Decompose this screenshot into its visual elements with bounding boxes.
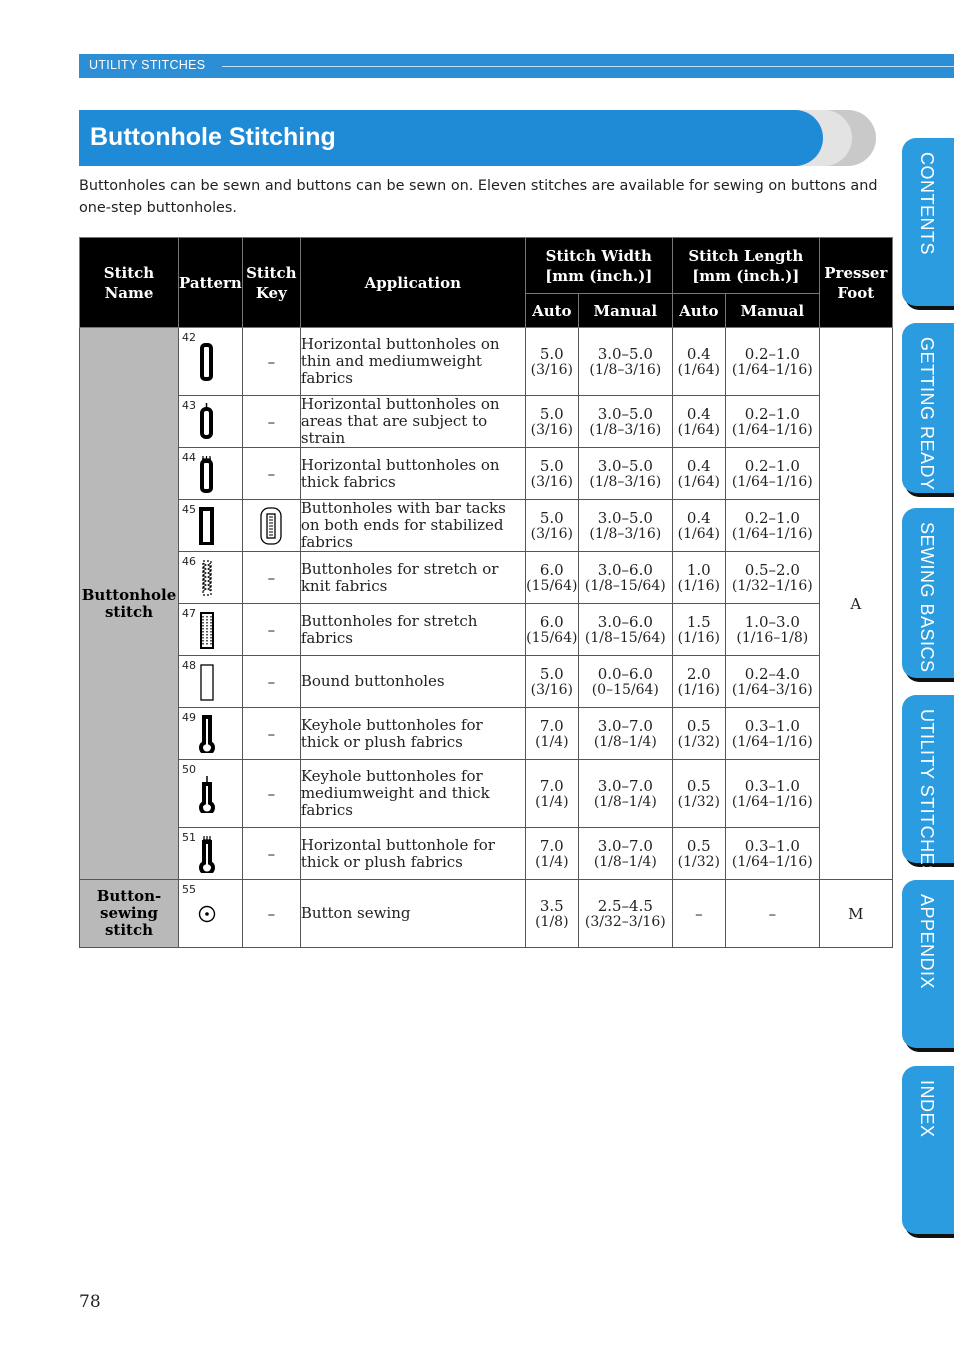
value-inch: (1/32) (677, 733, 720, 750)
stitch-key-cell: – (242, 708, 300, 760)
value-inch: (1/16) (677, 681, 720, 698)
value-cell-la (672, 396, 725, 448)
stitch-table (79, 237, 893, 948)
table-row (80, 880, 893, 948)
pattern-51-icon (198, 835, 216, 873)
group-button-sewing-stitch: Button-sewing stitch (80, 880, 179, 948)
application-cell: Keyhole buttonholes for mediumweight and thick fabrics (300, 760, 525, 828)
pattern-45-icon (198, 507, 216, 545)
header-presser-foot: Presser Foot (819, 238, 892, 328)
header-pattern: Pattern (179, 238, 243, 328)
value-inch: (1/64) (677, 473, 720, 490)
header-width-manual: Manual (578, 294, 672, 328)
value-inch: (3/16) (530, 473, 573, 490)
value-primary: 2.0 (686, 664, 711, 683)
value-inch: (1/64–1/16) (731, 421, 813, 438)
value-inch: (1/8–1/4) (593, 793, 657, 810)
value-inch: (1/32) (677, 793, 720, 810)
value-cell-wm (578, 828, 672, 880)
value-cell-la (672, 656, 725, 708)
value-inch: (1/16) (677, 629, 720, 646)
pattern-46-icon (198, 559, 216, 597)
pattern-47-icon (198, 611, 216, 649)
pattern-55-icon (198, 895, 216, 933)
tab-label: UTILITY STITCHES (917, 709, 937, 878)
stitch-key-cell: – (242, 760, 300, 828)
application-cell: Buttonholes with bar tacks on both ends for stabilized fabrics (300, 500, 525, 552)
value-cell-wm (578, 760, 672, 828)
page-number: 78 (79, 1292, 101, 1312)
value-primary: 1.0–3.0 (744, 612, 800, 631)
value-cell-lm (725, 604, 819, 656)
table-row (80, 552, 893, 604)
value-inch: (3/16) (530, 681, 573, 698)
value-cell-wa (525, 604, 578, 656)
value-primary: 0.0–6.0 (597, 664, 653, 683)
application-cell: Buttonholes for stretch fabrics (300, 604, 525, 656)
pattern-number: 49 (182, 711, 196, 724)
tab-index[interactable] (902, 1066, 954, 1234)
tab-getting-ready[interactable] (902, 323, 954, 493)
pattern-number: 43 (182, 399, 196, 412)
value-cell-wm (578, 448, 672, 500)
value-cell-lm (725, 880, 819, 948)
pattern-number: 46 (182, 555, 196, 568)
value-cell-wa (525, 656, 578, 708)
value-primary: 1.0 (686, 560, 711, 579)
table-row (80, 760, 893, 828)
value-primary: 0.4 (686, 344, 711, 363)
value-inch: (1/8–3/16) (589, 361, 662, 378)
pattern-cell (179, 828, 243, 880)
value-cell-wa (525, 448, 578, 500)
header-width-auto: Auto (525, 294, 578, 328)
value-inch: (3/16) (530, 421, 573, 438)
application-cell: Horizontal buttonholes on thin and mediumweight fabrics (300, 328, 525, 396)
value-inch: (1/64–1/16) (731, 853, 813, 870)
value-inch: (1/4) (535, 733, 569, 750)
value-primary: 0.2–4.0 (744, 664, 800, 683)
tab-utility-stitches[interactable] (902, 695, 954, 878)
presser-foot-m: M (819, 880, 892, 948)
value-inch: (1/64) (677, 525, 720, 542)
value-cell-lm (725, 828, 819, 880)
header-stitch-width: Stitch Width [mm (inch.)] (525, 238, 672, 294)
value-primary: 0.3–1.0 (744, 716, 800, 735)
value-cell-wm (578, 500, 672, 552)
pattern-cell (179, 708, 243, 760)
value-primary: 0.3–1.0 (744, 836, 800, 855)
value-primary: 0.5 (686, 716, 711, 735)
value-primary: 5.0 (539, 404, 564, 423)
value-inch: (1/16) (677, 577, 720, 594)
stitch-key-cell (242, 500, 300, 552)
value-primary: 0.2–1.0 (744, 344, 800, 363)
value-primary: 3.0–6.0 (597, 560, 653, 579)
value-inch: (1/64) (677, 361, 720, 378)
title-band (79, 110, 823, 166)
table-row (80, 500, 893, 552)
value-inch: (0–15/64) (591, 681, 659, 698)
value-inch: (1/16–1/8) (736, 629, 809, 646)
value-inch: (1/8–1/4) (593, 733, 657, 750)
table-row (80, 828, 893, 880)
value-primary: 2.5–4.5 (597, 896, 653, 915)
value-primary: 7.0 (539, 836, 564, 855)
value-cell-wa (525, 552, 578, 604)
table-row (80, 604, 893, 656)
value-primary: 5.0 (539, 344, 564, 363)
stitch-key-cell: – (242, 656, 300, 708)
application-cell: Bound buttonholes (300, 656, 525, 708)
value-primary: 0.4 (686, 404, 711, 423)
header-stitch-name: Stitch Name (80, 238, 179, 328)
pattern-cell (179, 328, 243, 396)
value-primary: – (695, 904, 703, 923)
pattern-number: 42 (182, 331, 196, 344)
pattern-43-icon (198, 403, 216, 441)
tab-appendix[interactable] (902, 880, 954, 1048)
tab-label: GETTING READY (917, 337, 937, 491)
value-cell-la (672, 828, 725, 880)
pattern-50-icon (198, 775, 216, 813)
value-cell-lm (725, 396, 819, 448)
table-row (80, 656, 893, 708)
value-inch: (1/8) (535, 913, 569, 930)
value-inch: (1/8–3/16) (589, 421, 662, 438)
stitch-key-cell: – (242, 880, 300, 948)
value-primary: 3.0–7.0 (597, 836, 653, 855)
tab-contents[interactable] (902, 138, 954, 306)
pattern-cell (179, 552, 243, 604)
stitch-key-cell: – (242, 448, 300, 500)
value-primary: 6.0 (539, 612, 564, 631)
value-primary: 3.5 (539, 896, 564, 915)
value-primary: 3.0–7.0 (597, 716, 653, 735)
tab-label: CONTENTS (917, 152, 937, 255)
value-cell-lm (725, 656, 819, 708)
value-cell-wa (525, 328, 578, 396)
value-primary: 5.0 (539, 664, 564, 683)
value-cell-la (672, 328, 725, 396)
pattern-cell (179, 604, 243, 656)
pattern-cell (179, 656, 243, 708)
pattern-49-icon (198, 715, 216, 753)
value-cell-wa (525, 760, 578, 828)
pattern-cell (179, 396, 243, 448)
application-cell: Button sewing (300, 880, 525, 948)
value-primary: 0.4 (686, 456, 711, 475)
tab-sewing-basics[interactable] (902, 508, 954, 678)
pattern-cell (179, 500, 243, 552)
section-header-bar (79, 54, 954, 78)
value-cell-lm (725, 500, 819, 552)
value-primary: 0.3–1.0 (744, 776, 800, 795)
application-cell: Horizontal buttonhole for thick or plush fabrics (300, 828, 525, 880)
value-cell-wm (578, 328, 672, 396)
pattern-number: 45 (182, 503, 196, 516)
value-inch: (1/32–1/16) (731, 577, 813, 594)
value-inch: (15/64) (526, 577, 578, 594)
stitch-key-cell: – (242, 396, 300, 448)
pattern-number: 50 (182, 763, 196, 776)
value-cell-la (672, 880, 725, 948)
tab-label: INDEX (917, 1080, 937, 1138)
value-primary: 0.5–2.0 (744, 560, 800, 579)
value-cell-la (672, 604, 725, 656)
table-row (80, 708, 893, 760)
presser-foot-a: A (819, 328, 892, 880)
header-length-auto: Auto (672, 294, 725, 328)
value-primary: 3.0–5.0 (597, 404, 653, 423)
value-inch: (1/64–3/16) (731, 681, 813, 698)
table-row (80, 448, 893, 500)
pattern-cell (179, 880, 243, 948)
value-cell-wm (578, 604, 672, 656)
value-cell-wm (578, 708, 672, 760)
pattern-number: 48 (182, 659, 196, 672)
value-inch: (15/64) (526, 629, 578, 646)
value-cell-lm (725, 328, 819, 396)
value-inch: (1/8–15/64) (584, 629, 666, 646)
application-cell: Keyhole buttonholes for thick or plush fabrics (300, 708, 525, 760)
value-inch: (1/8–3/16) (589, 473, 662, 490)
value-cell-wa (525, 500, 578, 552)
page-title: Buttonhole Stitching (90, 123, 336, 151)
value-cell-la (672, 760, 725, 828)
value-inch: (1/8–15/64) (584, 577, 666, 594)
tab-label: APPENDIX (917, 894, 937, 990)
tab-label: SEWING BASICS (917, 522, 937, 673)
pattern-cell (179, 448, 243, 500)
stitch-table-body (80, 328, 893, 948)
header-stitch-length: Stitch Length [mm (inch.)] (672, 238, 819, 294)
value-primary: 0.2–1.0 (744, 404, 800, 423)
value-primary: 7.0 (539, 716, 564, 735)
value-primary: 3.0–5.0 (597, 344, 653, 363)
value-cell-la (672, 448, 725, 500)
pattern-48-icon (198, 663, 216, 701)
application-cell: Buttonholes for stretch or knit fabrics (300, 552, 525, 604)
value-primary: 1.5 (686, 612, 711, 631)
header-rule (222, 66, 954, 67)
value-cell-wa (525, 708, 578, 760)
value-inch: (1/64–1/16) (731, 793, 813, 810)
stitch-key-cell: – (242, 604, 300, 656)
stitch-key-cell: – (242, 328, 300, 396)
value-primary: 3.0–5.0 (597, 508, 653, 527)
pattern-number: 51 (182, 831, 196, 844)
stitch-key-icon (260, 507, 282, 545)
value-inch: (1/64) (677, 421, 720, 438)
stitch-key-cell: – (242, 552, 300, 604)
value-inch: (1/4) (535, 793, 569, 810)
value-primary: 3.0–7.0 (597, 776, 653, 795)
value-primary: 3.0–5.0 (597, 456, 653, 475)
value-inch: (1/32) (677, 853, 720, 870)
value-primary: 6.0 (539, 560, 564, 579)
pattern-number: 44 (182, 451, 196, 464)
value-inch: (3/16) (530, 361, 573, 378)
header-length-manual: Manual (725, 294, 819, 328)
value-cell-la (672, 708, 725, 760)
header-application: Application (300, 238, 525, 328)
value-primary: – (768, 904, 777, 923)
value-inch: (1/64–1/16) (731, 733, 813, 750)
application-cell: Horizontal buttonholes on thick fabrics (300, 448, 525, 500)
value-cell-wm (578, 880, 672, 948)
value-inch: (1/64–1/16) (731, 473, 813, 490)
value-cell-wa (525, 880, 578, 948)
header-stitch-key: Stitch Key (242, 238, 300, 328)
value-primary: 5.0 (539, 508, 564, 527)
pattern-number: 47 (182, 607, 196, 620)
value-inch: (1/64–1/16) (731, 525, 813, 542)
value-primary: 0.4 (686, 508, 711, 527)
value-cell-wa (525, 396, 578, 448)
value-cell-lm (725, 448, 819, 500)
value-primary: 7.0 (539, 776, 564, 795)
value-inch: (1/4) (535, 853, 569, 870)
value-inch: (3/32–3/16) (584, 913, 666, 930)
value-primary: 0.5 (686, 776, 711, 795)
value-primary: 0.2–1.0 (744, 508, 800, 527)
value-cell-la (672, 552, 725, 604)
value-cell-lm (725, 760, 819, 828)
intro-paragraph: Buttonholes can be sewn and buttons can be sewn on. Eleven stitches are available for sewing on buttons and one-step buttonholes. (79, 178, 878, 216)
section-label: UTILITY STITCHES (89, 58, 206, 72)
pattern-cell (179, 760, 243, 828)
stitch-key-cell: – (242, 828, 300, 880)
value-cell-wm (578, 552, 672, 604)
value-inch: (3/16) (530, 525, 573, 542)
table-row (80, 396, 893, 448)
value-cell-la (672, 500, 725, 552)
value-cell-lm (725, 708, 819, 760)
group-buttonhole-stitch: Buttonhole stitch (80, 328, 179, 880)
value-primary: 5.0 (539, 456, 564, 475)
value-cell-wm (578, 656, 672, 708)
value-primary: 0.2–1.0 (744, 456, 800, 475)
pattern-42-icon (198, 343, 216, 381)
value-cell-wm (578, 396, 672, 448)
value-inch: (1/64–1/16) (731, 361, 813, 378)
application-cell: Horizontal buttonholes on areas that are subject to strain (300, 396, 525, 448)
value-cell-lm (725, 552, 819, 604)
value-inch: (1/8–3/16) (589, 525, 662, 542)
value-cell-wa (525, 828, 578, 880)
value-inch: (1/8–1/4) (593, 853, 657, 870)
pattern-44-icon (198, 455, 216, 493)
pattern-number: 55 (182, 883, 196, 896)
table-row (80, 328, 893, 396)
value-primary: 0.5 (686, 836, 711, 855)
value-primary: 3.0–6.0 (597, 612, 653, 631)
